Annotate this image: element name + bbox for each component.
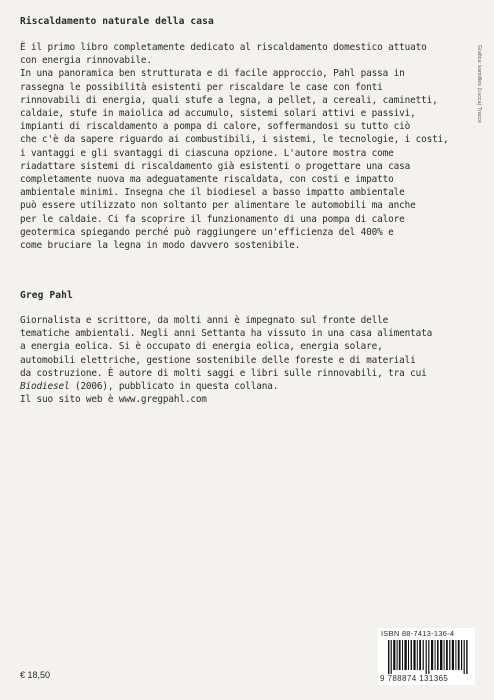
bio-line: tematiche ambientali. Negli anni Settanta ha vissuto in una casa alimentata xyxy=(20,328,433,340)
description-line: In una panoramica ben strutturata e di facile approccio, Pahl passa in xyxy=(20,68,405,80)
bio-line xyxy=(20,380,460,393)
description-line: come bruciare la legna in modo davvero sostenibile. xyxy=(20,240,301,252)
description-line: rinnovabili di energia, quali stufe a legna, a pellet, a cereali, caminetti, xyxy=(20,94,438,106)
barcode-icon xyxy=(388,640,468,674)
book-description xyxy=(20,41,460,252)
bio-line: a energia eolica. Si è occupato di energia eolica, energia solare, xyxy=(20,341,383,353)
bio-website-line: Il suo sito web è www.gregpahl.com xyxy=(20,394,207,406)
bio-line: automobili elettriche, gestione sostenibile delle foreste e di materiali xyxy=(20,354,416,366)
book-reference: Biodiesel xyxy=(20,381,70,393)
description-line: che c'è da sapere riguardo ai combustibili, i sistemi, le tecnologie, i costi, xyxy=(20,134,449,146)
description-line: impianti di riscaldamento a pompa di calore, soffermandosi su tutto ciò xyxy=(20,121,411,133)
description-line: completamente nuova ma adeguatamente riscaldata, con costi e impatto xyxy=(20,174,394,186)
barcode-box xyxy=(378,628,475,685)
description-line: caldaie, stufe in maiolica ad accumulo, sistemi solari attivi e passivi, xyxy=(20,108,416,120)
description-line: ambientale minimi. Insegna che il biodiesel a basso impatto ambientale xyxy=(20,187,405,199)
author-name: Greg Pahl xyxy=(20,290,73,301)
description-line: può essere utilizzato non soltanto per alimentare le automobili ma anche xyxy=(20,200,416,212)
bio-line: da costruzione. È autore di molti saggi e libri sulle rinnovabili, tra cui xyxy=(20,367,427,379)
isbn-label: ISBN 88-7413-136-4 xyxy=(381,629,455,638)
description-line: riadattare sistemi di riscaldamento già esistenti o progettare una casa xyxy=(20,160,411,172)
description-line: per le caldaie. Ci fa scoprire il funzionamento di una pompa di calore xyxy=(20,213,405,225)
description-line: con energia rinnovabile. xyxy=(20,55,152,67)
side-credit-text: Grafica: kamillies (Lucca) Tracce xyxy=(476,44,482,124)
side-credit xyxy=(474,44,484,124)
book-title: Riscaldamento naturale della casa xyxy=(20,16,214,27)
bio-line: Giornalista e scrittore, da molti anni è impegnato sul fronte delle xyxy=(20,315,389,326)
description-line: i vantaggi e gli svantaggi di ciascuna opzione. L'autore mostra come xyxy=(20,147,394,159)
barcode-number: 9 788874 131365 xyxy=(380,674,449,683)
description-line: rassegna le possibilità esistenti per riscaldare le case con fonti xyxy=(20,81,383,93)
description-line: È il primo libro completamente dedicato al riscaldamento domestico attuato xyxy=(20,42,427,53)
bio-line-tail: (2006), pubblicato in questa collana. xyxy=(69,381,279,393)
author-bio xyxy=(20,314,460,406)
price: € 18,50 xyxy=(20,670,51,680)
description-line: geotermica spiegando perché può raggiungere un'efficienza del 400% e xyxy=(20,226,394,238)
